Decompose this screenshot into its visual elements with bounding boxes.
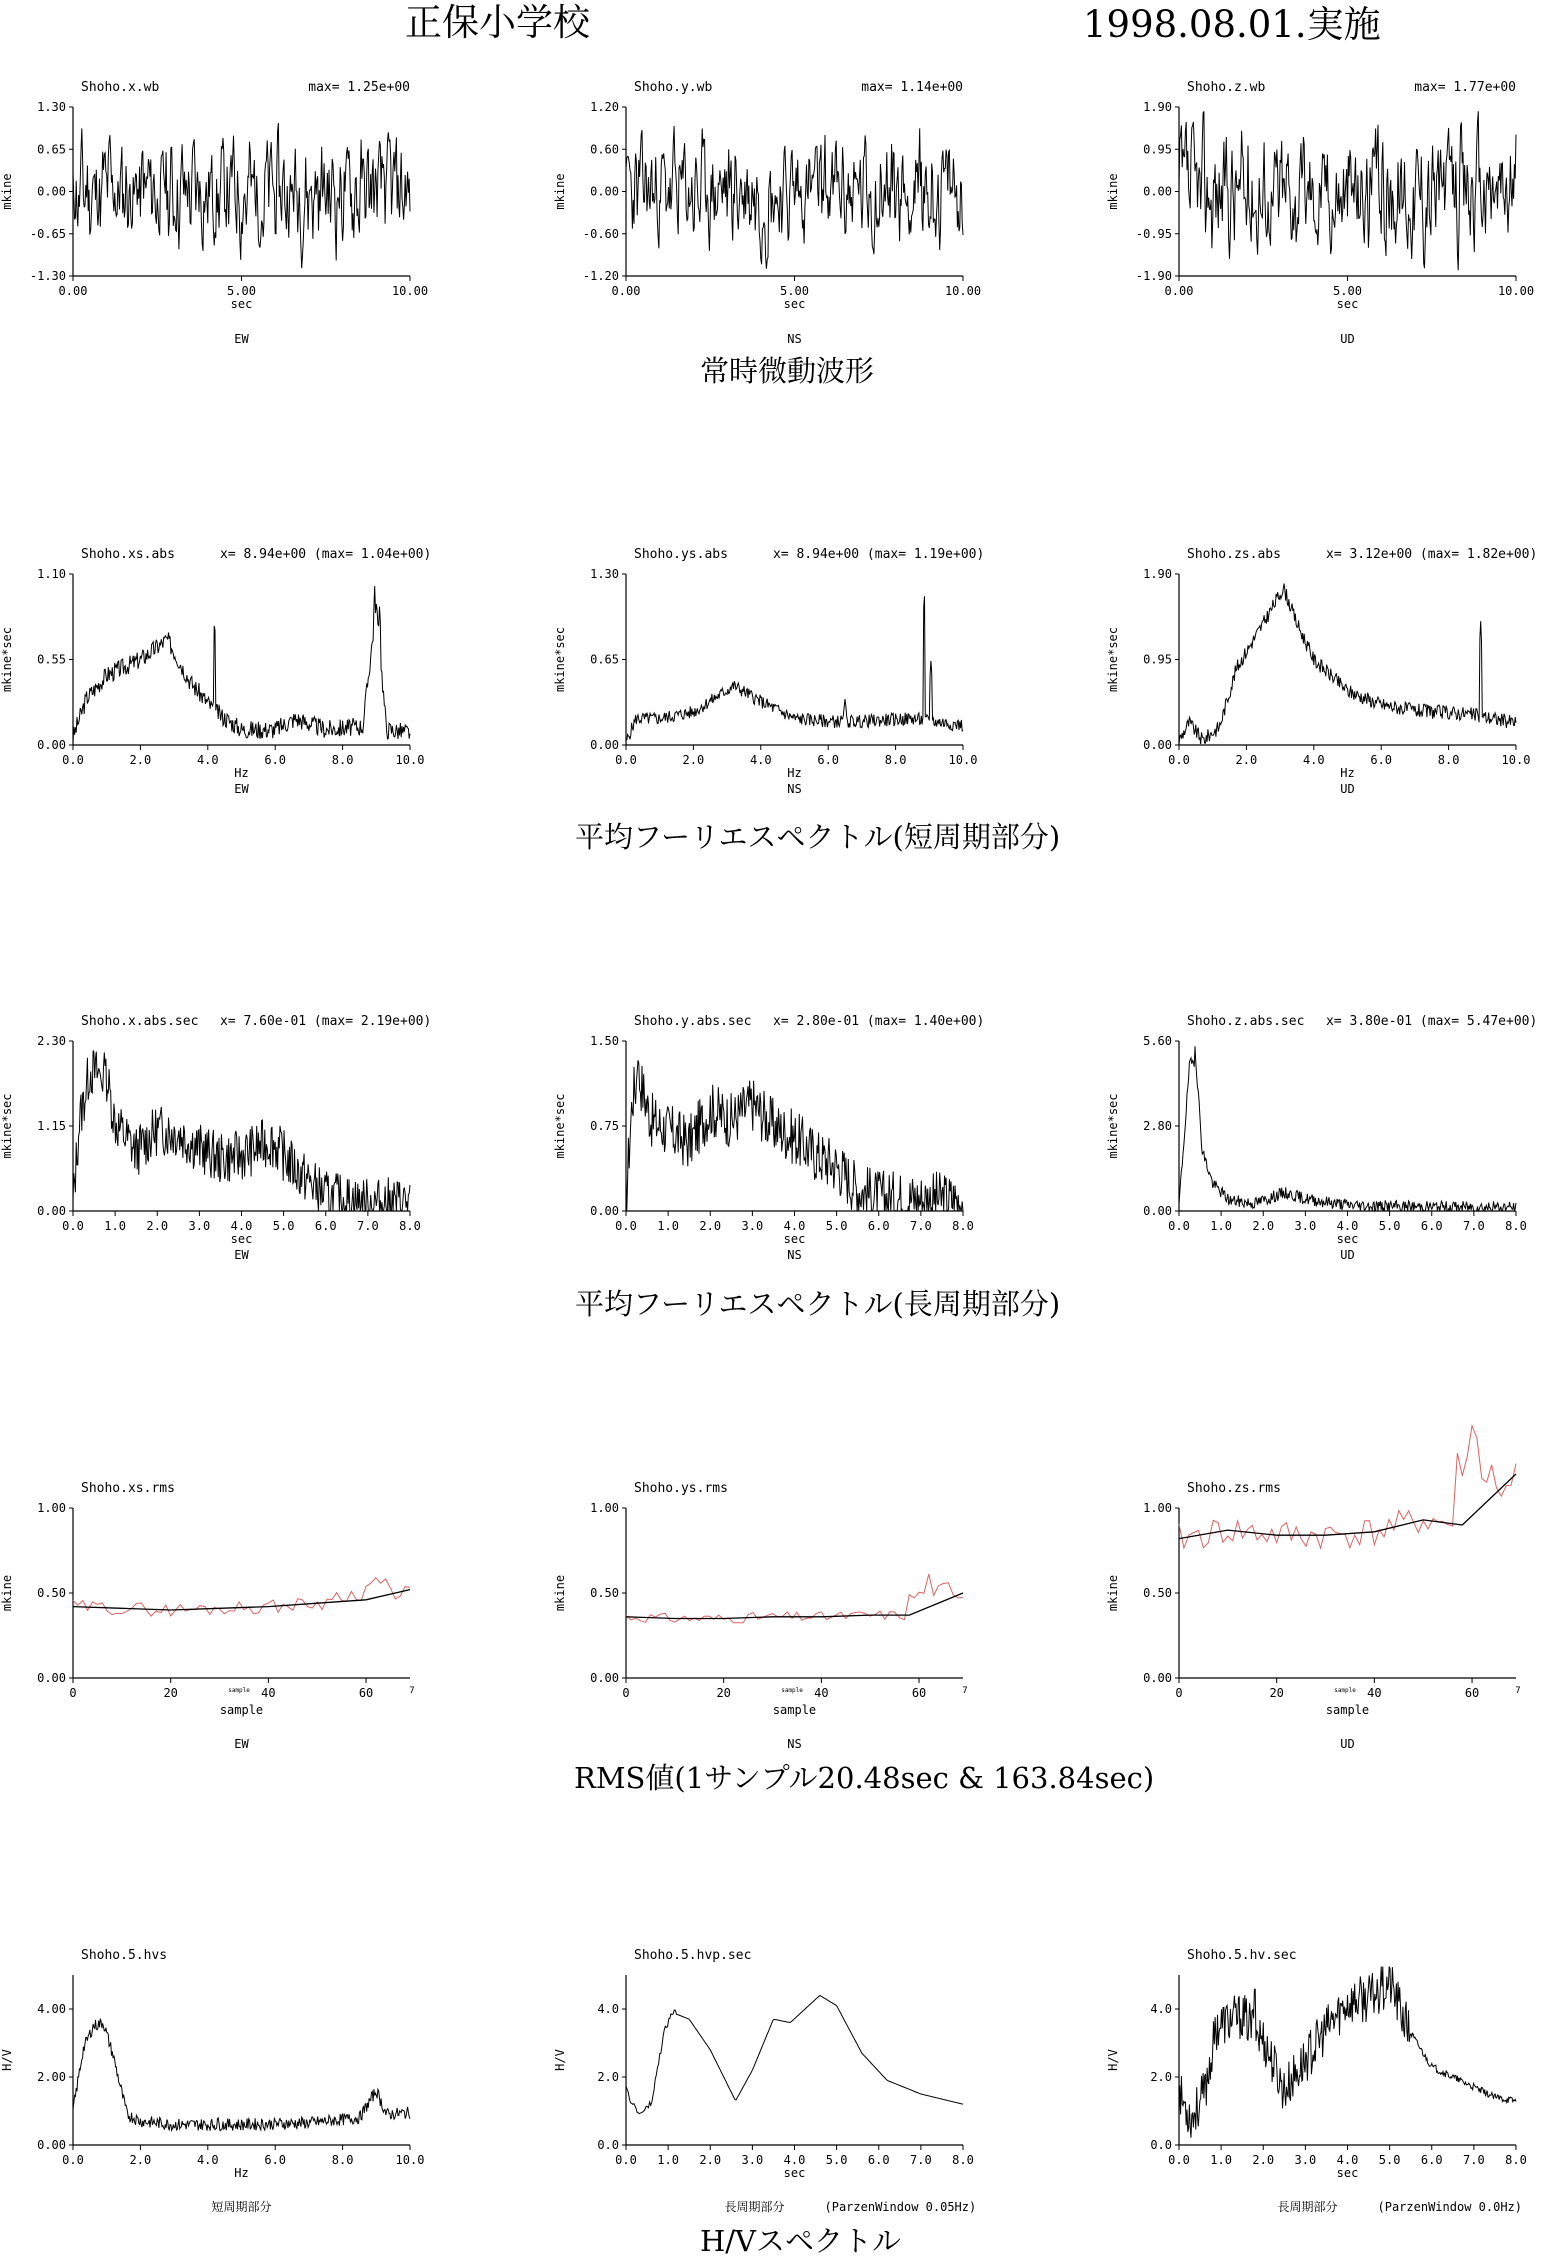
x-tick-label: 0.00	[611, 284, 641, 298]
chart-hv-short	[0, 1948, 424, 2214]
x-tick-label: 60	[358, 1686, 374, 1700]
y-axis-label: mkine	[0, 1574, 14, 1612]
y-tick-label: 0.00	[37, 2138, 66, 2152]
x-tick-label: 4.0	[783, 1219, 806, 1233]
chart-title: Shoho.z.wb	[1187, 80, 1266, 95]
x-tick-label: 6.0	[264, 2153, 287, 2167]
y-tick-label: 0.95	[1143, 652, 1172, 667]
y-tick-label: 0.50	[1143, 1586, 1172, 1600]
y-tick-label: 0.00	[590, 1204, 619, 1218]
x-axis-label: sec	[1336, 297, 1359, 311]
x-tick-label: 2.0	[1235, 753, 1258, 767]
x-tick-label: 0.0	[1168, 2153, 1190, 2167]
chart-rms-ud	[1106, 1426, 1521, 1751]
site-name: 正保小学校	[405, 1, 590, 44]
x-tick-label: 20	[1269, 1686, 1284, 1700]
x-tick-label: 1.0	[657, 2153, 679, 2167]
chart-rms-ns	[553, 1481, 968, 1751]
component-label: NS	[787, 782, 802, 796]
section-title-waveform: 常時微動波形	[700, 354, 875, 388]
x-tick-label: 0.00	[58, 284, 88, 298]
x-tick-label: 3.0	[188, 1219, 211, 1233]
y-axis-label: mkine*sec	[1106, 1093, 1120, 1159]
x-tick-label: 0.0	[62, 753, 84, 767]
chart-info: max= 1.77e+00	[1414, 80, 1516, 95]
x-tick-label: 2.0	[1252, 2153, 1275, 2167]
chart-title: Shoho.ys.abs	[634, 547, 728, 562]
y-tick-label: 0.0	[597, 2138, 619, 2152]
x-axis-label: Hz	[234, 2166, 249, 2180]
y-tick-label: 0.65	[37, 142, 66, 157]
chart-fs-ns	[553, 547, 984, 796]
y-tick-label: 1.00	[590, 1501, 619, 1515]
chart-info: x= 3.12e+00 (max= 1.82e+00)	[1326, 547, 1538, 562]
y-axis-label: mkine	[0, 173, 14, 210]
y-tick-label: 1.30	[37, 100, 66, 114]
series-rms-short	[626, 1574, 963, 1623]
y-axis-label: mkine	[553, 173, 567, 210]
section-title-rms: RMS値(1サンプル20.48sec & 163.84sec)	[574, 1761, 1155, 1795]
x-axis-label: sample	[1325, 1703, 1370, 1717]
x-tiny-label: sample	[1334, 1687, 1356, 1694]
x-tick-label: 2.0	[129, 753, 152, 767]
y-tick-label: 2.80	[1143, 1119, 1172, 1133]
chart-wave-ns	[553, 80, 981, 346]
chart-wave-ud	[1106, 80, 1534, 346]
component-label: UD	[1340, 1248, 1355, 1262]
x-tick-label: 40	[1367, 1686, 1382, 1700]
y-tick-label: 0.60	[590, 142, 619, 157]
series-rms-short	[73, 1578, 410, 1616]
y-tick-label: 0.65	[590, 652, 619, 667]
y-tick-label: -1.90	[1135, 269, 1172, 283]
x-tick-label: 40	[261, 1686, 276, 1700]
chart-title: Shoho.5.hv.sec	[1187, 1948, 1297, 1963]
x-tick-label: 10.00	[391, 284, 429, 298]
x-tick-label: 6.0	[264, 753, 287, 767]
x-tick-label: 10.00	[944, 284, 982, 298]
chart-title: Shoho.xs.abs	[81, 547, 175, 562]
x-tick-label: 0.0	[1168, 1219, 1190, 1233]
chart-title: Shoho.xs.rms	[81, 1481, 175, 1496]
x-tick-label: 5.00	[227, 284, 256, 298]
x-tick-label: 0	[622, 1686, 630, 1700]
y-tick-label: 1.30	[590, 567, 619, 581]
series-line	[626, 126, 963, 269]
y-tick-label: 1.15	[37, 1119, 66, 1133]
y-axis-label: mkine	[1106, 1574, 1120, 1612]
x-tick-label: 8.0	[884, 753, 907, 767]
series-line	[73, 1051, 410, 1212]
x-tick-label: 4.0	[196, 2153, 219, 2167]
x-tick-label: 7.0	[1463, 2153, 1485, 2167]
chart-fl-ew	[0, 1014, 431, 1262]
y-tick-label: -0.60	[582, 226, 619, 241]
x-axis-label: sec	[783, 2166, 806, 2180]
chart-title: Shoho.5.hvp.sec	[634, 1948, 752, 1963]
x-tick-label: 1.0	[104, 1219, 126, 1233]
x-tick-label: 5.0	[1378, 2153, 1401, 2167]
x-tick-label: 4.0	[783, 2153, 806, 2167]
y-tick-label: 1.50	[590, 1034, 619, 1048]
chart-info: x= 2.80e-01 (max= 1.40e+00)	[773, 1014, 985, 1029]
x-tick-label: 6.0	[1420, 1219, 1443, 1233]
x-tick-label: 4.0	[1302, 753, 1325, 767]
x-tick-label: 4.0	[1336, 1219, 1359, 1233]
y-tick-label: 0.00	[37, 1204, 66, 1218]
component-label: EW	[234, 332, 249, 346]
x-tick-label: 10.0	[1501, 753, 1531, 767]
x-tick-label: 8.0	[952, 1219, 974, 1233]
series-line	[73, 2019, 410, 2131]
chart-info: x= 7.60e-01 (max= 2.19e+00)	[220, 1014, 432, 1029]
y-tick-label: 1.00	[37, 1501, 66, 1515]
component-label: 長周期部分	[724, 2200, 785, 2214]
x-tick-label: 8.0	[399, 1219, 421, 1233]
series-line	[626, 1060, 963, 1211]
component-label: 短周期部分	[211, 2200, 272, 2214]
x-tick-label: 7.0	[1463, 1219, 1485, 1233]
x-tick-edge: 7	[409, 1686, 415, 1696]
series-line	[1179, 584, 1516, 745]
y-tick-label: 4.00	[37, 2002, 66, 2016]
y-tick-label: 0.00	[1143, 184, 1172, 199]
x-tick-label: 4.0	[749, 753, 772, 767]
x-tick-label: 0.0	[62, 1219, 84, 1233]
chart-info: x= 3.80e-01 (max= 5.47e+00)	[1326, 1014, 1538, 1029]
chart-info: x= 8.94e+00 (max= 1.04e+00)	[220, 547, 432, 562]
y-tick-label: 0.00	[590, 184, 619, 199]
y-tick-label: 2.30	[37, 1034, 66, 1048]
y-tick-label: 0.00	[590, 738, 619, 752]
x-tick-label: 0.00	[1164, 284, 1194, 298]
chart-fs-ew	[0, 547, 431, 796]
x-tick-label: 0	[1175, 1686, 1183, 1700]
x-tick-label: 60	[1464, 1686, 1480, 1700]
chart-fl-ns	[553, 1014, 984, 1262]
section-title-fourier-short: 平均フーリエスペクトル(短周期部分)	[575, 820, 1061, 854]
x-tick-label: 7.0	[910, 1219, 932, 1233]
x-axis-label: sample	[219, 1703, 264, 1717]
x-tick-label: 2.0	[146, 1219, 169, 1233]
y-axis-label: mkine*sec	[553, 1093, 567, 1159]
y-axis-label: mkine*sec	[1106, 626, 1120, 693]
y-tick-label: 2.00	[37, 2070, 66, 2084]
x-tick-label: 6.0	[817, 753, 840, 767]
x-axis-label: sec	[783, 297, 806, 311]
x-tick-label: 6.0	[1420, 2153, 1443, 2167]
y-tick-label: 4.0	[597, 2002, 619, 2016]
series-line	[626, 596, 963, 740]
chart-title: Shoho.ys.rms	[634, 1481, 728, 1496]
chart-rms-ew	[0, 1481, 415, 1751]
series-line	[1179, 111, 1516, 270]
chart-title: Shoho.y.abs.sec	[634, 1014, 752, 1029]
x-tiny-label: sample	[781, 1687, 803, 1694]
x-tick-label: 3.0	[1294, 2153, 1317, 2167]
chart-title: Shoho.z.abs.sec	[1187, 1014, 1305, 1029]
y-axis-label: mkine	[553, 1574, 567, 1612]
x-tick-label: 8.0	[331, 2153, 354, 2167]
x-axis-label: Hz	[1340, 766, 1355, 780]
y-axis-label: mkine*sec	[0, 626, 14, 693]
x-tick-label: 8.0	[331, 753, 354, 767]
y-tick-label: 2.0	[597, 2070, 619, 2084]
y-axis-label: mkine*sec	[553, 626, 567, 693]
x-tick-label: 7.0	[910, 2153, 932, 2167]
x-tick-label: 0.0	[615, 1219, 637, 1233]
x-tick-label: 1.0	[1210, 1219, 1232, 1233]
component-note: (ParzenWindow 0.0Hz)	[1377, 2200, 1522, 2214]
survey-date: 1998.08.01.実施	[1083, 3, 1381, 46]
component-label: NS	[787, 1248, 802, 1262]
y-tick-label: -0.65	[29, 226, 66, 241]
x-axis-label: sec	[1336, 1232, 1359, 1246]
x-tick-label: 5.00	[780, 284, 809, 298]
chart-title: Shoho.zs.rms	[1187, 1481, 1281, 1496]
x-tick-label: 0.0	[1168, 753, 1190, 767]
chart-title: Shoho.y.wb	[634, 80, 713, 95]
component-label: 長周期部分	[1277, 2200, 1338, 2214]
series-line	[626, 1996, 963, 2114]
chart-wave-ew	[0, 80, 428, 346]
x-tick-edge: 7	[962, 1686, 968, 1696]
x-tick-label: 1.0	[1210, 2153, 1232, 2167]
chart-fs-ud	[1106, 547, 1537, 796]
y-tick-label: 0.50	[37, 1586, 66, 1600]
x-tick-label: 4.0	[196, 753, 219, 767]
x-tick-label: 2.0	[699, 2153, 722, 2167]
y-tick-label: 0.50	[590, 1586, 619, 1600]
chart-title: Shoho.5.hvs	[81, 1948, 168, 1963]
chart-title: Shoho.zs.abs	[1187, 547, 1281, 562]
y-tick-label: -0.95	[1135, 226, 1172, 241]
series-line	[73, 586, 410, 743]
x-tick-label: 0.0	[615, 2153, 637, 2167]
chart-hv-long	[1106, 1948, 1527, 2214]
y-tick-label: 0.75	[590, 1119, 619, 1133]
component-label: UD	[1340, 1737, 1355, 1751]
y-axis-label: H/V	[553, 2049, 567, 2071]
x-tick-label: 2.0	[1252, 1219, 1275, 1233]
chart-fl-ud	[1106, 1014, 1537, 1262]
x-tick-label: 8.0	[1437, 753, 1460, 767]
x-axis-label: Hz	[787, 766, 802, 780]
chart-info: max= 1.25e+00	[308, 80, 410, 95]
x-tick-label: 40	[814, 1686, 829, 1700]
x-tick-label: 6.0	[1370, 753, 1393, 767]
x-tick-label: 0.0	[615, 753, 637, 767]
x-tick-label: 2.0	[699, 1219, 722, 1233]
section-title-hv: H/Vスペクトル	[700, 2224, 902, 2258]
section-title-fourier-long: 平均フーリエスペクトル(長周期部分)	[575, 1287, 1061, 1321]
x-tick-label: 0	[69, 1686, 77, 1700]
y-tick-label: 0.00	[1143, 738, 1172, 752]
y-tick-label: -1.20	[582, 269, 619, 283]
y-tick-label: 0.95	[1143, 142, 1172, 157]
x-tick-label: 5.00	[1333, 284, 1362, 298]
x-tick-label: 3.0	[741, 2153, 764, 2167]
x-tick-label: 10.0	[395, 753, 425, 767]
x-tick-label: 5.0	[1378, 1219, 1401, 1233]
x-tick-label: 7.0	[357, 1219, 379, 1233]
y-axis-label: H/V	[0, 2049, 14, 2071]
y-axis-label: mkine*sec	[0, 1093, 14, 1159]
x-tick-label: 2.0	[682, 753, 705, 767]
x-tick-label: 8.0	[952, 2153, 974, 2167]
y-tick-label: 0.00	[37, 1671, 66, 1685]
x-tick-label: 10.00	[1497, 284, 1535, 298]
series-line	[1179, 1967, 1516, 2138]
component-label: UD	[1340, 782, 1355, 796]
y-tick-label: 0.00	[37, 184, 66, 199]
y-tick-label: 1.10	[37, 567, 66, 581]
x-axis-label: sec	[783, 1232, 806, 1246]
component-label: EW	[234, 1737, 249, 1751]
x-tick-label: 20	[716, 1686, 731, 1700]
x-tick-label: 2.0	[129, 2153, 152, 2167]
y-tick-label: 4.0	[1150, 2002, 1172, 2016]
x-tick-label: 20	[163, 1686, 178, 1700]
x-tick-label: 6.0	[867, 1219, 890, 1233]
x-tick-label: 5.0	[272, 1219, 295, 1233]
y-tick-label: -1.30	[29, 269, 66, 283]
chart-hv-parzen	[553, 1948, 976, 2214]
y-tick-label: 0.00	[590, 1671, 619, 1685]
x-tick-label: 4.0	[230, 1219, 253, 1233]
x-tick-label: 60	[911, 1686, 927, 1700]
x-tick-label: 1.0	[657, 1219, 679, 1233]
y-tick-label: 5.60	[1143, 1034, 1172, 1048]
component-label: UD	[1340, 332, 1355, 346]
component-label: EW	[234, 1248, 249, 1262]
y-tick-label: 0.00	[1143, 1204, 1172, 1218]
y-tick-label: 0.0	[1150, 2138, 1172, 2152]
x-tick-label: 8.0	[1505, 2153, 1527, 2167]
x-tick-label: 4.0	[1336, 2153, 1359, 2167]
x-tick-label: 3.0	[1294, 1219, 1317, 1233]
series-line	[1179, 1046, 1516, 1211]
x-axis-label: sec	[1336, 2166, 1359, 2180]
y-tick-label: 1.00	[1143, 1501, 1172, 1515]
x-tick-label: 3.0	[741, 1219, 764, 1233]
chart-info: max= 1.14e+00	[861, 80, 963, 95]
chart-title: Shoho.x.wb	[81, 80, 160, 95]
y-tick-label: 0.00	[1143, 1671, 1172, 1685]
x-tick-label: 8.0	[1505, 1219, 1527, 1233]
x-tick-label: 5.0	[825, 2153, 848, 2167]
x-axis-label: Hz	[234, 766, 249, 780]
component-label: NS	[787, 1737, 802, 1751]
y-tick-label: 2.0	[1150, 2070, 1172, 2084]
series-line	[73, 123, 410, 268]
x-tick-edge: 7	[1515, 1686, 1521, 1696]
component-label: EW	[234, 782, 249, 796]
x-tick-label: 5.0	[825, 1219, 848, 1233]
chart-info: x= 8.94e+00 (max= 1.19e+00)	[773, 547, 985, 562]
component-note: (ParzenWindow 0.05Hz)	[824, 2200, 977, 2214]
x-tick-label: 6.0	[867, 2153, 890, 2167]
component-label: NS	[787, 332, 802, 346]
x-tick-label: 6.0	[314, 1219, 337, 1233]
x-axis-label: sec	[230, 297, 253, 311]
x-tick-label: 0.0	[62, 2153, 84, 2167]
y-tick-label: 0.55	[37, 652, 66, 667]
x-axis-label: sample	[772, 1703, 817, 1717]
series-rms-long	[73, 1590, 410, 1610]
x-axis-label: sec	[230, 1232, 253, 1246]
x-tiny-label: sample	[228, 1687, 250, 1694]
x-tick-label: 10.0	[395, 2153, 425, 2167]
y-axis-label: H/V	[1106, 2049, 1120, 2071]
chart-title: Shoho.x.abs.sec	[81, 1014, 199, 1029]
y-tick-label: 1.90	[1143, 567, 1172, 581]
x-tick-label: 10.0	[948, 753, 978, 767]
y-tick-label: 1.90	[1143, 100, 1172, 114]
y-tick-label: 1.20	[590, 100, 619, 114]
y-axis-label: mkine	[1106, 173, 1120, 210]
y-tick-label: 0.00	[37, 738, 66, 752]
